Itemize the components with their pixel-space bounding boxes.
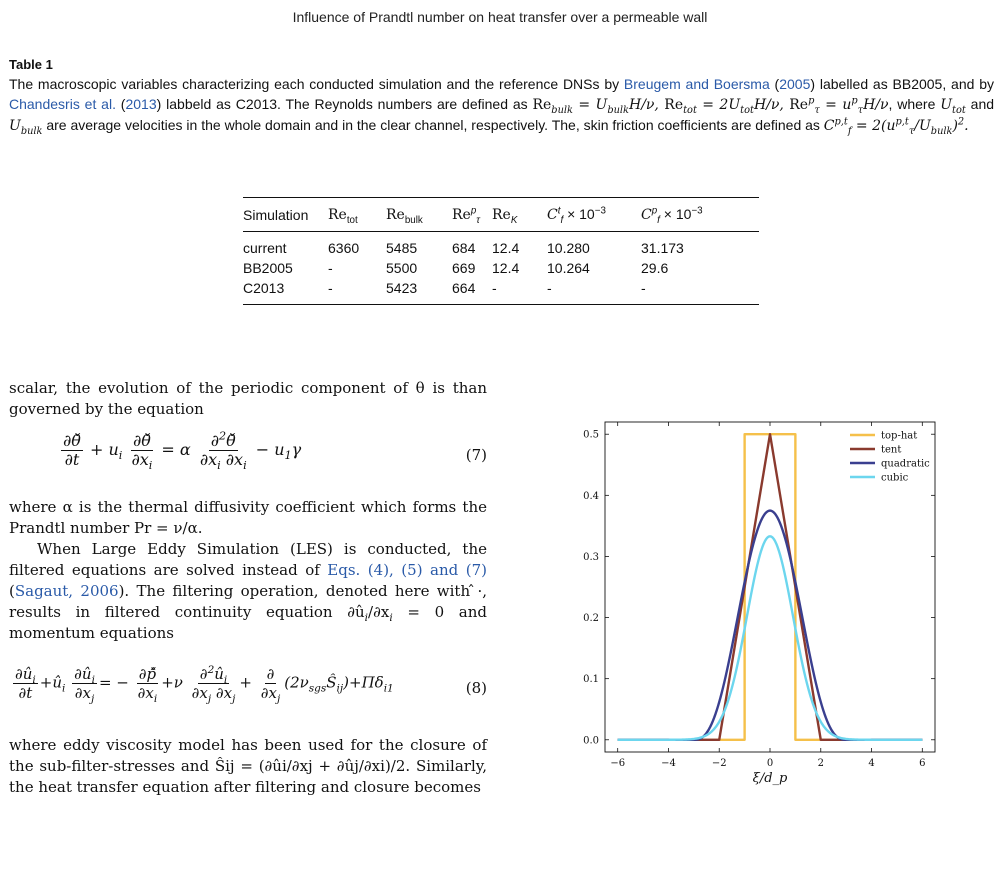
- equation-number: (7): [465, 446, 487, 464]
- table-cell: -: [492, 280, 497, 296]
- table-cell: BB2005: [243, 260, 293, 276]
- citation-year-chandesris[interactable]: 2013: [125, 96, 157, 112]
- citation-link-sagaut[interactable]: Sagaut, 2006: [14, 582, 119, 600]
- caption-text: , where: [888, 96, 941, 112]
- x-tick-label: −2: [711, 758, 727, 769]
- header-re-k: $Re_K$: [492, 198, 547, 232]
- citation-year-breugem[interactable]: 2005: [779, 76, 811, 92]
- chart-series: [618, 434, 923, 740]
- equation-reference-link[interactable]: Eqs. (4), (5) and (7): [327, 561, 487, 579]
- header-re-bulk: $Re_{bulk}$: [386, 198, 452, 232]
- header-re-tot: $Re_{tot}$: [328, 198, 386, 232]
- paragraph-intro: scalar, the evolution of the periodic component of θ is than governed by the equation: [9, 379, 487, 418]
- table-label: Table 1: [9, 57, 53, 72]
- filter-kernel-chart: [560, 420, 940, 800]
- chart-legend: [850, 431, 930, 484]
- caption-text: labbeld as C2013. The Reynolds numbers are defined as: [161, 96, 533, 112]
- caption-text: The macroscopic variables characterizing each conducted simulation and the reference DNSs by: [9, 76, 624, 92]
- series-line-quadratic: [618, 511, 923, 740]
- header-re-tau: $Re^p_\tau$: [452, 198, 492, 232]
- table-row: [243, 232, 759, 259]
- x-tick-label: 6: [919, 758, 926, 769]
- caption-text: are average velocities in the whole domain and in the clear channel, respectively. The, skin friction coefficients are defined as: [42, 117, 824, 133]
- table-cell: 664: [452, 280, 476, 296]
- simulation-table: [243, 197, 759, 305]
- equation-8: $\frac{\partial û_i}{\partial t}$ $+û_i$ $\frac{\partial û_i}{\partial x_j}$ = − $\frac{\partial p̂̌}{\partial x_i}$ +ν $\frac{\partial^2û_i}{\partial x_j \partial x_j}$ + $\frac{\partial}{\partial x_j}$ $(2\nu_{sgs}Ŝ_{ij})+\Pi\delta_{i1}$ (8): [15, 664, 487, 705]
- table-cell: 6360: [328, 240, 360, 256]
- series-line-top-hat: [618, 434, 923, 740]
- header-cf-p: $C^p_f \times 10^{-3}$: [641, 198, 759, 232]
- equation-number: (8): [465, 679, 487, 697]
- table-cell: 31.173: [641, 240, 684, 256]
- x-tick-label: 4: [868, 758, 875, 769]
- equation-7: $\frac{\partial\thetǎ}{\partial t}$ + $u_i$ $\frac{\partial\thetǎ}{\partial x_i}$ = α $\frac{\partial^2\thetǎ}{\partial x_i \partial x_i}$ − $u_1\gamma$ (7): [63, 429, 487, 473]
- paragraph-text: /∂x: [368, 603, 390, 621]
- legend-label-cubic: cubic: [881, 472, 909, 484]
- paragraph-text: ). The filtering operation, denoted here with ̂·, results in filtered continuity equation ∂û: [9, 582, 487, 621]
- paragraph-closure: where eddy viscosity model has been used for the closure of the sub-filter-stresses and Ŝij = (∂ûi/∂xj + ∂ûj/∂xi)/2. Similarly, the heat transfer equation after filtering and closure becomes: [9, 736, 487, 796]
- table-cell: C2013: [243, 280, 285, 296]
- table-cell: -: [328, 280, 333, 296]
- legend-label-quadratic: quadratic: [881, 458, 930, 470]
- citation-link-chandesris[interactable]: Chandesris et al.: [9, 96, 116, 112]
- x-axis-label: ξ/d_p: [752, 771, 788, 786]
- formula-u-bulk: $U_{bulk}$: [9, 118, 43, 137]
- table-cell: 5423: [386, 280, 418, 296]
- formula-u-tot: $U_{tot}$: [940, 97, 966, 116]
- table-cell: current: [243, 240, 287, 256]
- table-cell: 10.280: [547, 240, 590, 256]
- table-cell: 12.4: [492, 260, 520, 276]
- caption-text: and: [965, 96, 995, 112]
- table-cell: -: [547, 280, 552, 296]
- x-tick-label: −6: [610, 758, 626, 769]
- table-cell: 669: [452, 260, 476, 276]
- header-simulation: Simulation: [243, 198, 328, 232]
- table-cell: 10.264: [547, 260, 590, 276]
- legend-label-top-hat: top-hat: [881, 430, 918, 442]
- y-tick-label: 0.5: [583, 429, 599, 441]
- paragraph-les: When Large Eddy Simulation (LES) is conducted, the filtered equations are solved instead of Eqs. (4), (5) and (7) (Sagaut, 2006). The filtering operation, denoted here with ̂·, results in filtered continuity equation $\partial û_i/\partial x_i = 0$ and momentum equations: [9, 540, 488, 642]
- formula-re-bulk: $Re_{bulk} = U_{bulk}H/\nu$, $Re_{tot} = 2U_{tot}H/\nu$, $Re^p_\tau = u^p_\tau H/\nu$: [532, 95, 889, 116]
- table-cell: -: [328, 260, 333, 276]
- y-tick-label: 0.0: [583, 735, 599, 747]
- caption-text: labelled as BB2005, and by: [815, 76, 995, 92]
- paragraph-diffusivity: where α is the thermal diffusivity coefficient which forms the Prandtl number Pr = ν/α.: [9, 498, 487, 537]
- y-tick-label: 0.4: [583, 490, 599, 502]
- paragraph-text: (: [9, 582, 15, 600]
- table-cell: 5500: [386, 260, 418, 276]
- table-cell: -: [641, 280, 646, 296]
- paragraph-text: When Large Eddy Simulation (LES) is conducted, the filtered equations are solved instead of: [9, 540, 487, 579]
- table-row: [243, 278, 759, 305]
- x-tick-label: 2: [817, 758, 824, 769]
- y-tick-label: 0.1: [583, 674, 599, 686]
- running-head: Influence of Prandtl number on heat transfer over a permeable wall: [292, 9, 708, 25]
- x-tick-label: 0: [766, 758, 774, 769]
- formula-cf: $C^{p,t}_f = 2(u^{p,t}_\tau/U_{bulk})^2$.: [823, 116, 969, 137]
- table-cell: 5485: [386, 240, 418, 256]
- plot-frame: [605, 422, 935, 752]
- paragraph-text: = 0 and momentum equations: [9, 603, 488, 642]
- y-tick-label: 0.3: [583, 551, 599, 563]
- legend-label-tent: tent: [881, 444, 902, 456]
- table-cell: 12.4: [492, 240, 520, 256]
- x-tick-label: −4: [661, 758, 676, 769]
- table-caption: The macroscopic variables characterizing each conducted simulation and the reference DNSs by Breugem and Boersma (2005) labelled as BB2005, and by Chandesris et al. (2013) labbeld as C2013. The Reynolds numbers are defined as $Re_{bulk} = U_{bulk}H/\nu$, $Re_{tot} = 2U_{tot}H/\nu$, $Re^p_\tau = u^p_\tau H/\nu$, where $U_{tot}$ and $U_{bulk}$ are average velocities in the whole domain and in the clear channel, respectively. The, skin friction coefficients are defined as $C^{p,t}_f = 2(u^{p,t}_\tau/U_{bulk})^2$.: [9, 76, 995, 137]
- citation-link-breugem[interactable]: Breugem and Boersma: [623, 76, 770, 92]
- table-cell: 29.6: [641, 260, 669, 276]
- table-row: [243, 258, 759, 278]
- table-header-row: [243, 198, 759, 232]
- series-line-tent: [618, 434, 923, 740]
- table-cell: 684: [452, 240, 476, 256]
- series-line-cubic: [618, 536, 923, 740]
- header-cf-t: $C^t_f \times 10^{-3}$: [547, 198, 641, 232]
- y-tick-label: 0.2: [583, 613, 599, 625]
